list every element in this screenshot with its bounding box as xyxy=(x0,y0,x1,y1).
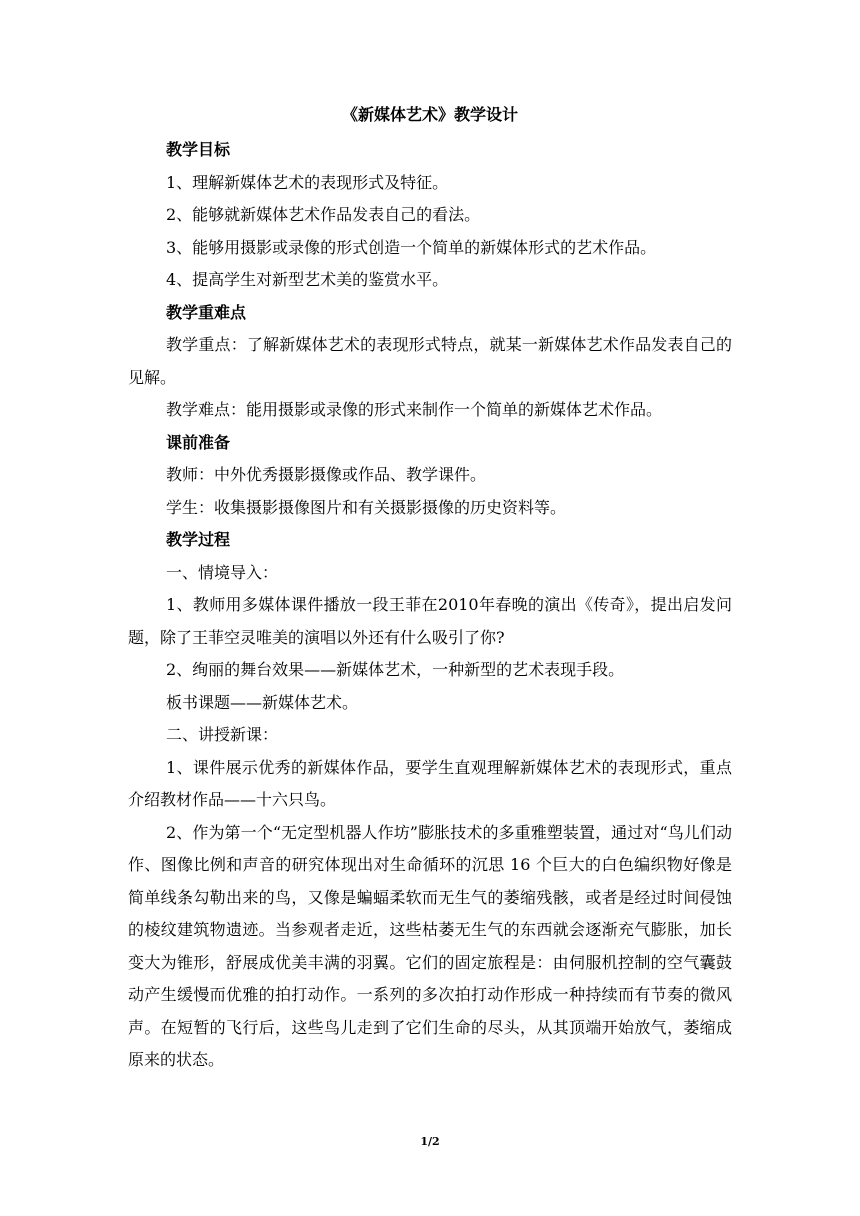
section-heading: 课前准备 xyxy=(166,432,231,452)
body-paragraph: 教师：中外优秀摄影摄像或作品、教学课件。 xyxy=(166,465,487,484)
body-paragraph: 一、情境导入： xyxy=(166,562,279,582)
page-number: 1/2 xyxy=(420,1135,440,1148)
body-paragraph: 4、提高学生对新型艺术美的鉴赏水平。 xyxy=(166,270,449,289)
body-paragraph: 学生：收集摄影摄像图片和有关摄影摄像的历史资料等。 xyxy=(166,497,567,517)
body-paragraph: 板书课题——新媒体艺术。 xyxy=(166,692,359,712)
section-heading: 教学重难点 xyxy=(166,302,247,322)
document-body xyxy=(128,134,732,1077)
document-title: 《新媒体艺术》教学设计 xyxy=(341,105,518,124)
body-paragraph: 2、作为第一个“无定型机器人作坊”膨胀技术的多重雅塑装置，通过对“鸟儿们动作、图像比例和声音的研究体现出对生命循环的沉思 16 个巨大的白色编织物好像是简单线条勾勒出来的鸟，又像是蝙蝠柔软而无生气的萎缩残骸，或者是经过时间侵蚀的棱纹建筑物遗迹。当参观者走近，这些枯萎无生气的东西就会逐渐充气膨胀，加长变大为锥形，舒展成优美丰满的羽翼。它们的固定旅程是：由伺服机控制的空气囊鼓动产生缓慢而优雅的拍打动作。一系列的多次拍打动作形成一种持续而有节奏的微风声。在短暂的飞行后，这些鸟儿走到了它们生命的尽头，从其顶端开始放气，萎缩成原来的状态。 xyxy=(128,822,732,1069)
body-paragraph: 3、能够用摄影或录像的形式创造一个简单的新媒体形式的艺术作品。 xyxy=(166,237,657,257)
section-heading: 教学目标 xyxy=(166,140,231,159)
body-paragraph: 2、绚丽的舞台效果——新媒体艺术，一种新型的艺术表现手段。 xyxy=(166,660,625,679)
body-paragraph: 二、讲授新课： xyxy=(166,725,279,744)
section-heading: 教学过程 xyxy=(166,530,231,549)
body-paragraph: 教学难点：能用摄影或录像的形式来制作一个简单的新媒体艺术作品。 xyxy=(166,400,663,419)
body-paragraph: 2、能够就新媒体艺术作品发表自己的看法。 xyxy=(166,205,481,224)
body-paragraph: 1、理解新媒体艺术的表现形式及特征。 xyxy=(166,172,449,192)
body-paragraph: 1、教师用多媒体课件播放一段王菲在2010年春晚的演出《传奇》，提出启发问题，除了王菲空灵唯美的演唱以外还有什么吸引了你? xyxy=(128,595,732,647)
body-paragraph: 1、课件展示优秀的新媒体作品，要学生直观理解新媒体艺术的表现形式，重点介绍教材作品——十六只鸟。 xyxy=(128,757,732,809)
body-paragraph: 教学重点：了解新媒体艺术的表现形式特点，就某一新媒体艺术作品发表自己的见解。 xyxy=(128,335,732,387)
